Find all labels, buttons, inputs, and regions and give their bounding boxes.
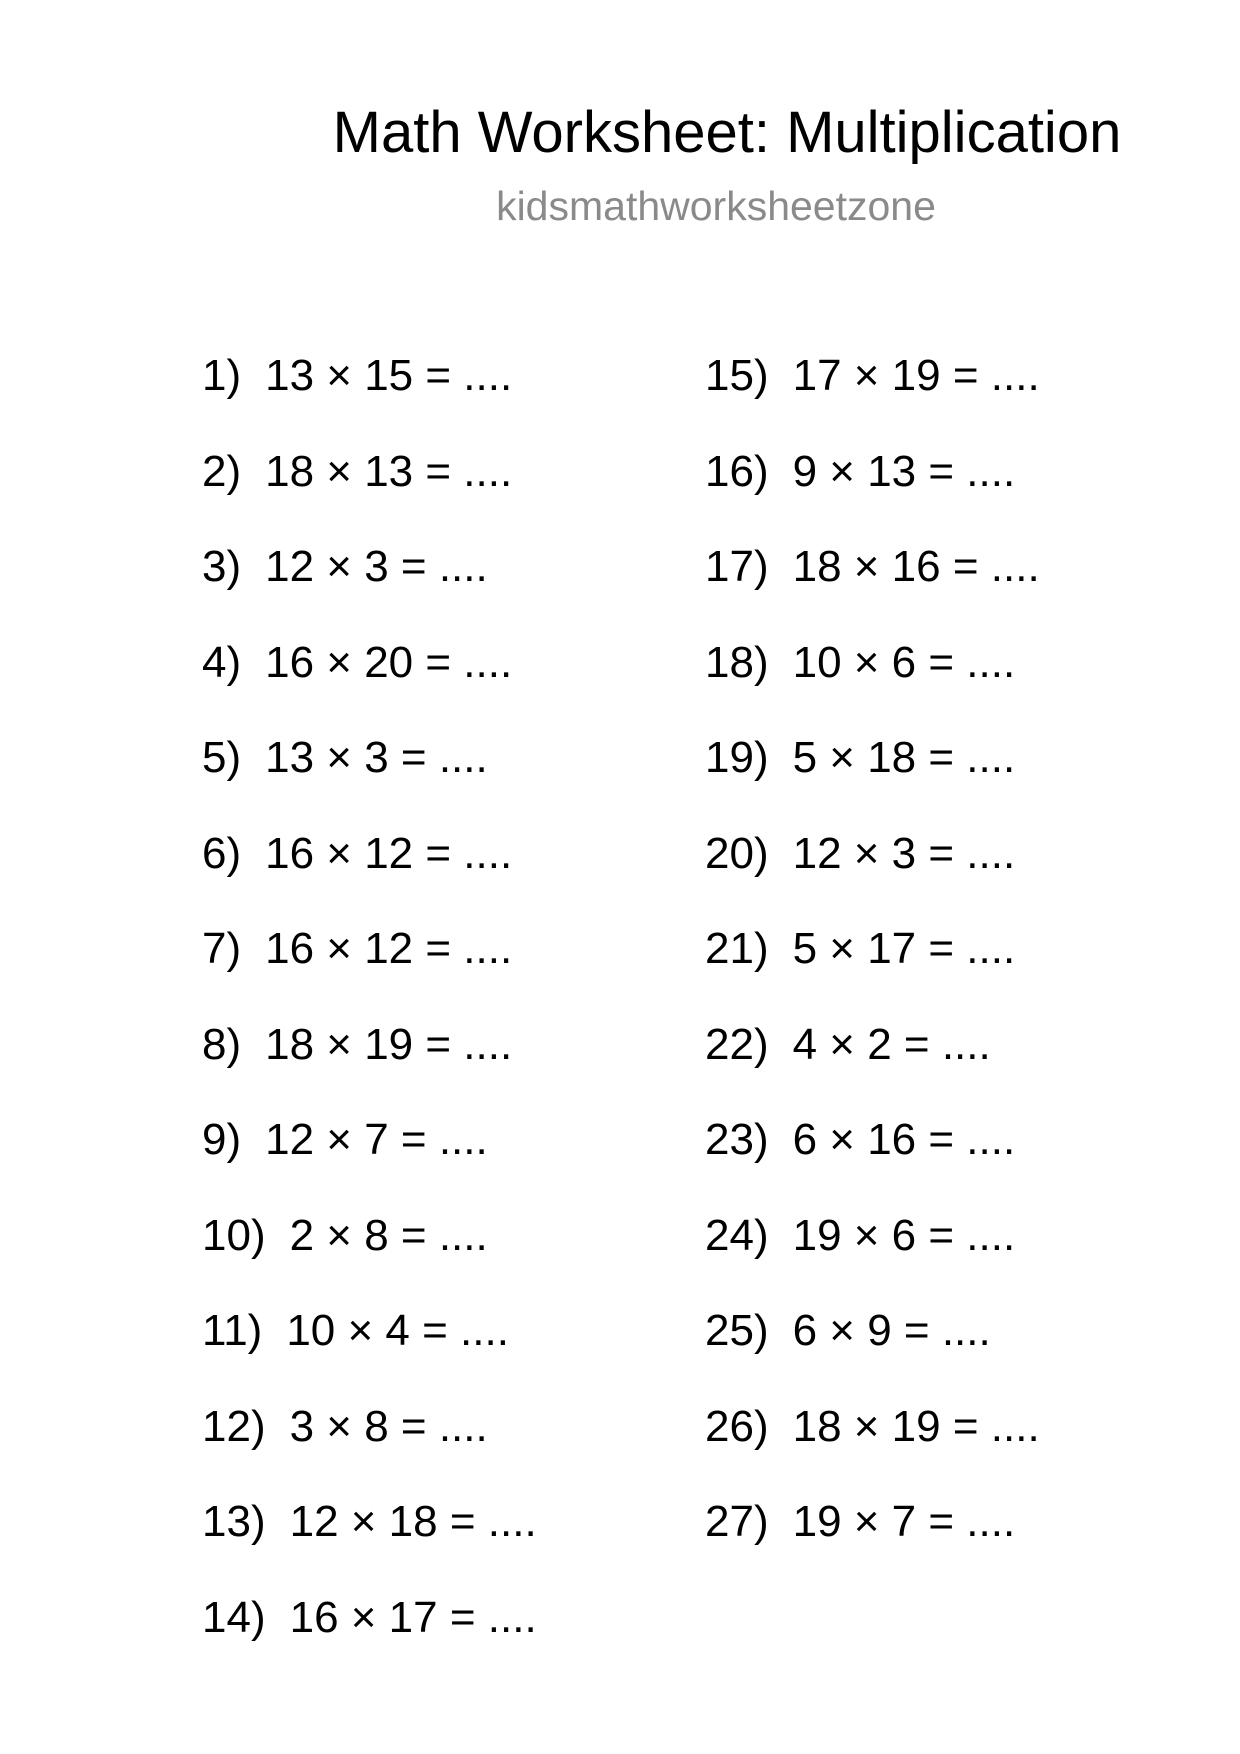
problem-item (202, 824, 537, 920)
problem-expression: 19 × 6 = .... (792, 1210, 1016, 1260)
problem-expression: 16 × 20 = .... (265, 637, 513, 687)
problem-expression: 5 × 18 = .... (792, 733, 1016, 782)
problem-expression: 16 × 12 = .... (265, 828, 513, 878)
problem-item (705, 1015, 1040, 1111)
problem-expression: 6 × 9 = .... (792, 1306, 991, 1355)
problem-number: 19) (705, 733, 769, 782)
problem-number: 16) (705, 446, 769, 496)
problem-number: 7) (202, 924, 242, 973)
problem-number: 1) (202, 351, 242, 400)
problem-expression: 4 × 2 = .... (792, 1019, 991, 1069)
problem-number: 5) (202, 733, 242, 782)
problem-expression: 18 × 19 = .... (265, 1019, 513, 1069)
problem-expression: 10 × 4 = .... (286, 1306, 509, 1355)
problem-number: 17) (705, 542, 769, 591)
problem-number: 13) (202, 1497, 266, 1546)
problem-number: 6) (202, 828, 242, 878)
problem-number: 23) (705, 1115, 769, 1164)
problem-expression: 12 × 3 = .... (265, 542, 488, 591)
problem-number: 9) (202, 1115, 242, 1164)
problem-number: 26) (705, 1401, 769, 1451)
problem-item (705, 1110, 1040, 1206)
worksheet-title: Math Worksheet: Multiplication (332, 100, 1122, 165)
problem-item (705, 346, 1040, 442)
problem-number: 22) (705, 1019, 769, 1069)
problem-number: 10) (202, 1210, 266, 1260)
problems-column-right (705, 346, 1040, 1588)
problem-expression: 16 × 17 = .... (289, 1592, 537, 1642)
problem-item (705, 728, 1040, 824)
problem-expression: 13 × 15 = .... (265, 351, 513, 400)
problem-item (705, 1206, 1040, 1302)
problem-expression: 2 × 8 = .... (289, 1210, 488, 1260)
problem-item (705, 1492, 1040, 1588)
problem-expression: 16 × 12 = .... (265, 924, 513, 973)
problem-item (202, 346, 537, 442)
problem-item (202, 919, 537, 1015)
problem-number: 15) (705, 351, 769, 400)
problem-item (202, 1588, 537, 1684)
problems-column-left (202, 346, 537, 1683)
problem-item (202, 1301, 537, 1397)
problem-item (202, 1397, 537, 1493)
worksheet-subtitle: kidsmathworksheetzone (496, 183, 936, 229)
problem-item (705, 824, 1040, 920)
problem-number: 12) (202, 1401, 266, 1451)
problem-expression: 19 × 7 = .... (792, 1497, 1016, 1546)
problem-item (705, 919, 1040, 1015)
problem-number: 24) (705, 1210, 769, 1260)
problem-expression: 9 × 13 = .... (792, 446, 1016, 496)
problem-expression: 5 × 17 = .... (792, 924, 1016, 973)
problem-item (202, 728, 537, 824)
problem-number: 20) (705, 828, 769, 878)
problem-item (202, 537, 537, 633)
problem-number: 4) (202, 637, 242, 687)
problem-expression: 18 × 19 = .... (792, 1401, 1040, 1451)
problem-number: 3) (202, 542, 242, 591)
problem-expression: 13 × 3 = .... (265, 733, 488, 782)
problem-expression: 17 × 19 = .... (792, 351, 1040, 400)
problem-item (705, 1301, 1040, 1397)
problem-item (705, 1397, 1040, 1493)
problem-number: 11) (202, 1306, 263, 1355)
problem-expression: 10 × 6 = .... (792, 637, 1016, 687)
problem-number: 21) (705, 924, 769, 973)
problem-number: 2) (202, 446, 242, 496)
problem-item (202, 1492, 537, 1588)
problem-expression: 18 × 13 = .... (265, 446, 513, 496)
problem-number: 18) (705, 637, 769, 687)
problem-number: 14) (202, 1592, 266, 1642)
problem-item (705, 633, 1040, 729)
problem-item (202, 1206, 537, 1302)
problem-item (202, 633, 537, 729)
problem-item (705, 442, 1040, 538)
problem-expression: 12 × 3 = .... (792, 828, 1016, 878)
problem-expression: 12 × 18 = .... (289, 1497, 537, 1546)
problem-item (202, 1015, 537, 1111)
problem-item (202, 1110, 537, 1206)
problem-item (705, 537, 1040, 633)
problem-number: 27) (705, 1497, 769, 1546)
problem-expression: 12 × 7 = .... (265, 1115, 488, 1164)
problem-expression: 18 × 16 = .... (792, 542, 1040, 591)
problem-number: 25) (705, 1306, 769, 1355)
problem-expression: 3 × 8 = .... (289, 1401, 488, 1451)
problem-expression: 6 × 16 = .... (792, 1115, 1016, 1164)
problem-number: 8) (202, 1019, 242, 1069)
problem-item (202, 442, 537, 538)
